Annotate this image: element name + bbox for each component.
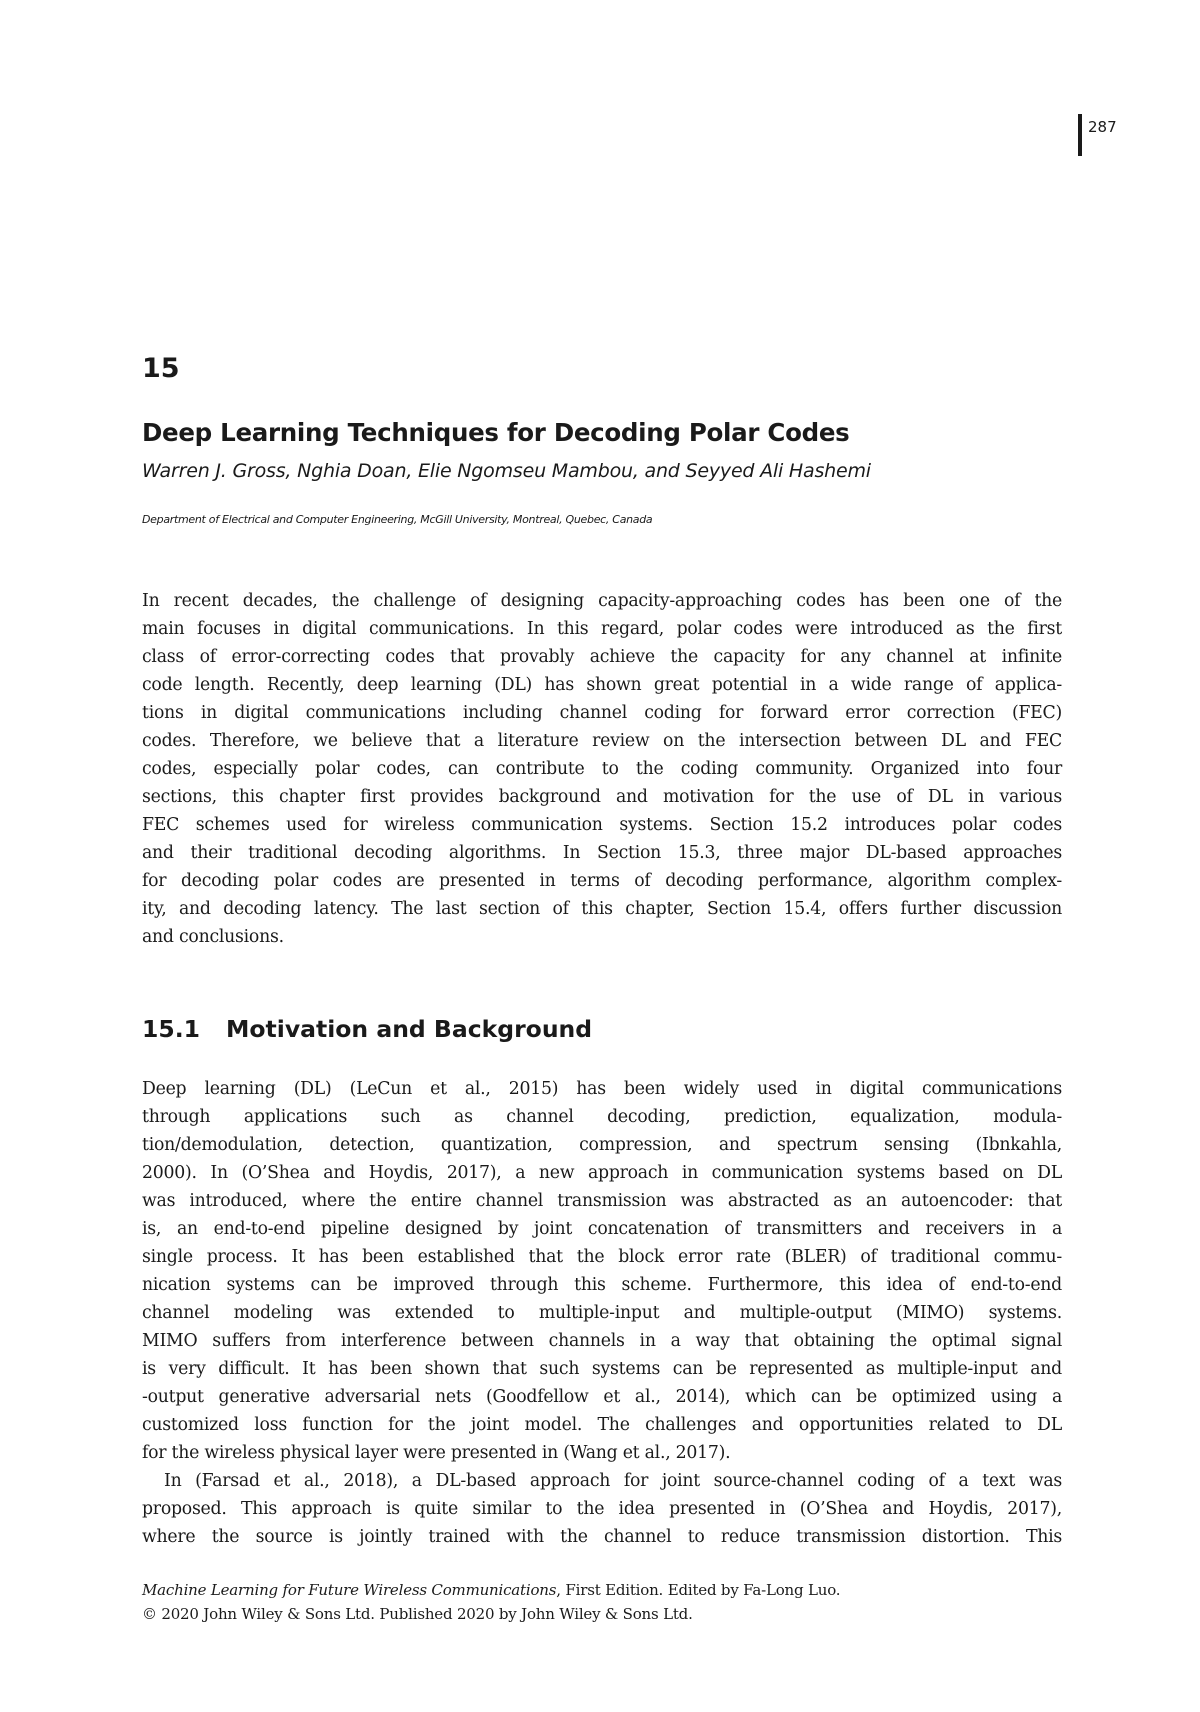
abstract-line: FEC schemes used for wireless communication systems. Section 15.2 introduces polar codes [142,815,1062,835]
edition-info: , First Edition. Edited by Fa-Long Luo. [556,1581,841,1599]
paragraph-line: for the wireless physical layer were presented in (Wang et al., 2017). [142,1443,731,1463]
paragraph-line: In (Farsad et al., 2018), a DL-based approach for joint source-channel coding of a text was [164,1471,1062,1491]
abstract-line: sections, this chapter first provides background and motivation for the use of DL in various [142,787,1062,807]
paragraph-line: customized loss function for the joint model. The challenges and opportunities related to DL [142,1415,1062,1435]
paragraph-line: Deep learning (DL) (LeCun et al., 2015) has been widely used in digital communications [142,1079,1062,1099]
paragraph-line: is, an end-to-end pipeline designed by joint concatenation of transmitters and receivers in a [142,1219,1062,1239]
paragraph-line: through applications such as channel decoding, prediction, equalization, modula- [142,1107,1062,1127]
paragraph-line: is very difficult. It has been shown that such systems can be represented as multiple-input and [142,1359,1062,1379]
abstract-line: main focuses in digital communications. In this regard, polar codes were introduced as the first [142,619,1062,639]
chapter-number: 15 [142,353,180,384]
chapter-authors: Warren J. Gross, Nghia Doan, Elie Ngomseu Mambou, and Seyyed Ali Hashemi [142,460,871,482]
paragraph-line: was introduced, where the entire channel transmission was abstracted as an autoencoder: that [142,1191,1062,1211]
section-title: Motivation and Background [226,1015,593,1043]
book-title: Machine Learning for Future Wireless Communications [142,1581,557,1599]
paragraph-line: where the source is jointly trained with the channel to reduce transmission distortion. This [142,1527,1062,1547]
chapter-abstract [142,587,1062,951]
paragraph-line: tion/demodulation, detection, quantization, compression, and spectrum sensing (Ibnkahla, [142,1135,1062,1155]
footer-edition-line [142,1578,1062,1602]
page-number: 287 [1088,118,1117,136]
abstract-line: and conclusions. [142,927,284,947]
paragraph-line: channel modeling was extended to multiple-input and multiple-output (MIMO) systems. [142,1303,1062,1323]
abstract-line: tions in digital communications including channel coding for forward error correction (FEC) [142,703,1062,723]
abstract-line: code length. Recently, deep learning (DL) has shown great potential in a wide range of applica- [142,675,1062,695]
abstract-line: ity, and decoding latency. The last section of this chapter, Section 15.4, offers further discussion [142,899,1062,919]
chapter-title: Deep Learning Techniques for Decoding Polar Codes [142,418,850,447]
section-number: 15.1 [142,1015,200,1043]
paragraph-line: MIMO suffers from interference between channels in a way that obtaining the optimal signal [142,1331,1062,1351]
abstract-line: codes. Therefore, we believe that a literature review on the intersection between DL and FEC [142,731,1062,751]
abstract-line: codes, especially polar codes, can contribute to the coding community. Organized into four [142,759,1062,779]
paragraph-line: single process. It has been established that the block error rate (BLER) of traditional commu- [142,1247,1062,1267]
abstract-line: In recent decades, the challenge of designing capacity-approaching codes has been one of the [142,591,1062,611]
abstract-line: for decoding polar codes are presented in terms of decoding performance, algorithm complex- [142,871,1062,891]
copyright-notice: © 2020 John Wiley & Sons Ltd. Published 2020 by John Wiley & Sons Ltd. [142,1605,693,1623]
publication-footer [142,1578,1062,1626]
paragraph-line: nication systems can be improved through this scheme. Furthermore, this idea of end-to-end [142,1275,1062,1295]
paragraph-line: -output generative adversarial nets (Goodfellow et al., 2014), which can be optimized using a [142,1387,1062,1407]
abstract-line: class of error-correcting codes that provably achieve the capacity for any channel at infinite [142,647,1062,667]
section-heading [142,1015,592,1043]
section-body [142,1075,1062,1551]
abstract-line: and their traditional decoding algorithms. In Section 15.3, three major DL-based approaches [142,843,1062,863]
page-marker-bar [1078,114,1082,156]
paragraph-line: proposed. This approach is quite similar to the idea presented in (O’Shea and Hoydis, 2017), [142,1499,1062,1519]
paragraph-line: 2000). In (O’Shea and Hoydis, 2017), a new approach in communication systems based on DL [142,1163,1062,1183]
author-affiliation: Department of Electrical and Computer Engineering, McGill University, Montreal, Quebec, Canada [142,513,653,526]
